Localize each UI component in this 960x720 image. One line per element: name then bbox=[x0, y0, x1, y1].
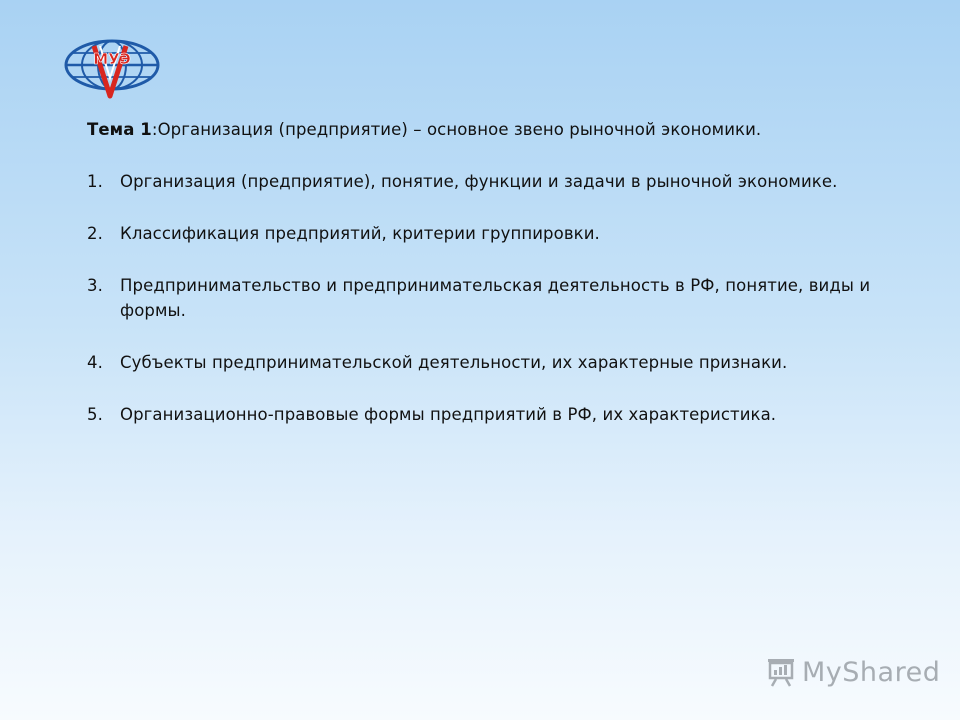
list-item-number: 2. bbox=[87, 224, 103, 243]
topic-heading bbox=[87, 118, 887, 142]
list-item bbox=[87, 350, 887, 375]
list-item-text: Организация (предприятие), понятие, функции и задачи в рыночной экономике. bbox=[120, 172, 838, 191]
list-item-number: 4. bbox=[87, 353, 103, 372]
presentation-board-icon bbox=[766, 657, 796, 687]
list-item-text: Предпринимательство и предпринимательская деятельность в РФ, понятие, виды и формы. bbox=[120, 276, 871, 320]
list-item-number: 1. bbox=[87, 172, 103, 191]
watermark-text: MyShared bbox=[802, 656, 941, 688]
list-item-number: 3. bbox=[87, 276, 103, 295]
topic-title: :Организация (предприятие) – основное звено рыночной экономики. bbox=[151, 120, 762, 139]
university-logo bbox=[64, 38, 160, 100]
list-item-text: Организационно-правовые формы предприятий в РФ, их характеристика. bbox=[120, 405, 777, 424]
svg-text:МУЭ: МУЭ bbox=[93, 50, 131, 68]
list-item bbox=[87, 273, 887, 323]
topic-list bbox=[87, 169, 887, 427]
slide-content bbox=[87, 118, 887, 454]
list-item-text: Субъекты предпринимательской деятельности, их характерные признаки. bbox=[120, 353, 788, 372]
myshared-watermark[interactable] bbox=[766, 652, 940, 692]
topic-prefix: Тема 1 bbox=[87, 120, 152, 139]
list-item bbox=[87, 169, 887, 194]
list-item-text: Классификация предприятий, критерии группировки. bbox=[120, 224, 600, 243]
list-item-number: 5. bbox=[87, 405, 103, 424]
list-item bbox=[87, 221, 887, 246]
list-item bbox=[87, 402, 887, 427]
